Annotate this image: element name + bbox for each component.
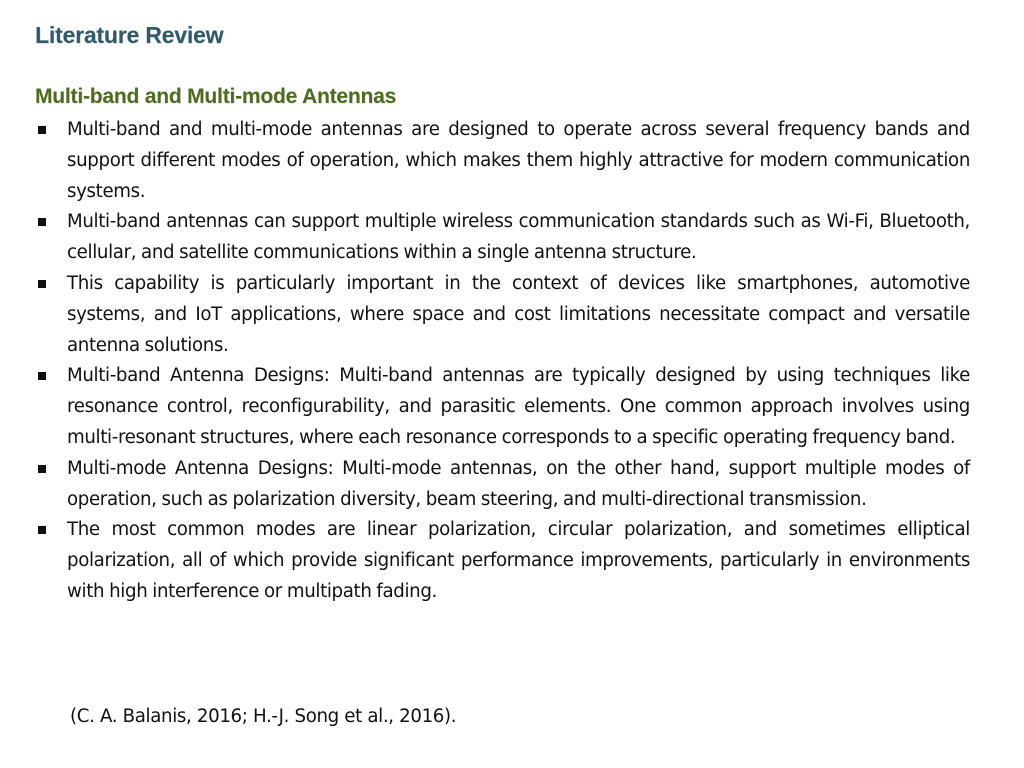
bullet-item xyxy=(35,115,970,207)
square-bullet-icon xyxy=(38,126,46,134)
bullet-text: Multi-mode Antenna Designs: Multi-mode antennas, on the other hand, support multiple modes of operation, such as polarization diversity, beam steering, and multi-directional transmission. xyxy=(67,457,970,510)
bullet-item xyxy=(35,515,970,607)
square-bullet-icon xyxy=(38,526,46,534)
bullet-item xyxy=(35,454,970,516)
citation: (C. A. Balanis, 2016; H.-J. Song et al., 2016). xyxy=(70,706,457,727)
bullet-text: Multi-band and multi-mode antennas are designed to operate across several frequency bands and support different modes of operation, which makes them highly attractive for modern communication systems. xyxy=(67,119,970,202)
bullet-item xyxy=(35,361,970,453)
bullet-text: Multi-band Antenna Designs: Multi-band antennas are typically designed by using techniques like resonance control, reconfigurability, and parasitic elements. One common approach involves using multi-resonant structures, where each resonance corresponds to a specific operating frequency band. xyxy=(67,365,970,448)
section-heading: Multi-band and Multi-mode Antennas xyxy=(35,85,397,108)
bullet-text: The most common modes are linear polarization, circular polarization, and sometimes elliptical polarization, all of which provide significant performance improvements, particularly in environments with high interference or multipath fading. xyxy=(67,519,970,602)
bullet-text: Multi-band antennas can support multiple wireless communication standards such as Wi-Fi, Bluetooth, cellular, and satellite communications within a single antenna structure. xyxy=(67,211,970,264)
square-bullet-icon xyxy=(38,372,46,380)
bullet-list xyxy=(35,115,970,608)
square-bullet-icon xyxy=(38,218,46,226)
square-bullet-icon xyxy=(38,465,46,473)
bullet-text: This capability is particularly important in the context of devices like smartphones, automotive systems, and IoT applications, where space and cost limitations necessitate compact and versatile antenna solutions. xyxy=(67,272,970,356)
bullet-item xyxy=(35,269,970,361)
slide-title: Literature Review xyxy=(35,22,224,48)
square-bullet-icon xyxy=(38,280,46,288)
bullet-item xyxy=(35,207,970,269)
